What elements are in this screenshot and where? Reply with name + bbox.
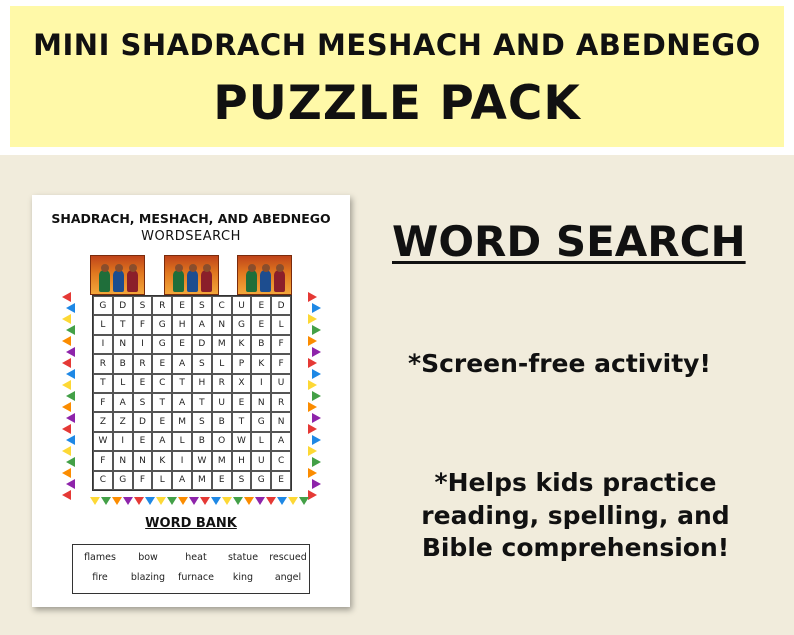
border-triangle	[308, 490, 317, 500]
border-triangle	[62, 358, 71, 368]
border-triangle	[167, 497, 177, 505]
word-bank-item: flames	[84, 552, 116, 563]
grid-cell: E	[232, 393, 252, 412]
grid-cell: S	[133, 296, 153, 315]
grid-cell: R	[152, 296, 172, 315]
grid-cell: K	[232, 335, 252, 354]
figure-head	[115, 264, 123, 272]
word-bank-item: bow	[138, 552, 158, 563]
figure-head	[203, 264, 211, 272]
border-triangle	[308, 468, 317, 478]
border-triangle	[308, 446, 317, 456]
border-triangle	[62, 446, 71, 456]
grid-cell: L	[251, 432, 271, 451]
figure-head	[129, 264, 137, 272]
border-triangle	[233, 497, 243, 505]
grid-cell: E	[172, 335, 192, 354]
border-triangle	[134, 497, 144, 505]
grid-cell: I	[133, 335, 153, 354]
title-banner	[10, 6, 784, 147]
border-triangle	[277, 497, 287, 505]
grid-cell: N	[271, 412, 291, 431]
border-triangle	[312, 347, 321, 357]
grid-cell: E	[251, 315, 271, 334]
grid-cell: M	[212, 451, 232, 470]
grid-cell: G	[251, 471, 271, 490]
grid-cell: T	[172, 374, 192, 393]
section-heading: WORD SEARCH	[392, 217, 746, 266]
grid-cell: U	[232, 296, 252, 315]
border-triangle	[308, 358, 317, 368]
grid-cell: A	[192, 315, 212, 334]
grid-cell: S	[192, 412, 212, 431]
grid-cell: A	[152, 432, 172, 451]
figure-head	[276, 264, 284, 272]
border-triangle	[211, 497, 221, 505]
figure-shape	[99, 270, 110, 292]
grid-cell: E	[251, 296, 271, 315]
figure-shape	[260, 270, 271, 292]
feature-screen-free: *Screen-free activity!	[408, 349, 711, 378]
border-triangle	[308, 292, 317, 302]
grid-cell: O	[212, 432, 232, 451]
grid-cell: B	[113, 354, 133, 373]
word-bank-item: statue	[227, 552, 259, 563]
grid-cell: G	[152, 335, 172, 354]
border-triangle	[112, 497, 122, 505]
grid-cell: S	[192, 354, 212, 373]
border-triangle	[123, 497, 133, 505]
border-triangle	[308, 402, 317, 412]
grid-cell: I	[172, 451, 192, 470]
grid-cell: A	[271, 432, 291, 451]
border-triangle	[101, 497, 111, 505]
border-triangle	[66, 413, 75, 423]
grid-cell: F	[271, 335, 291, 354]
grid-cell: T	[232, 412, 252, 431]
grid-cell: D	[113, 296, 133, 315]
word-bank-item: furnace	[177, 572, 214, 583]
grid-cell: G	[152, 315, 172, 334]
grid-cell: L	[152, 471, 172, 490]
figure-head	[262, 264, 270, 272]
border-triangle	[66, 391, 75, 401]
grid-cell: N	[113, 335, 133, 354]
grid-cell: N	[212, 315, 232, 334]
word-search-grid	[92, 295, 292, 491]
grid-cell: I	[251, 374, 271, 393]
grid-cell: H	[172, 315, 192, 334]
grid-cell: I	[113, 432, 133, 451]
grid-cell: L	[93, 315, 113, 334]
worksheet-subtitle: WORDSEARCH	[141, 229, 241, 244]
grid-cell: E	[271, 471, 291, 490]
figure-shape	[246, 270, 257, 292]
border-triangle	[312, 435, 321, 445]
grid-cell: M	[212, 335, 232, 354]
word-bank-item: rescued	[269, 552, 307, 563]
grid-cell: R	[271, 393, 291, 412]
grid-cell: G	[113, 471, 133, 490]
border-triangle	[178, 497, 188, 505]
banner-subtitle: PUZZLE PACK	[213, 76, 581, 131]
grid-cell: D	[133, 412, 153, 431]
border-triangle	[308, 314, 317, 324]
grid-cell: H	[232, 451, 252, 470]
border-triangle	[312, 303, 321, 313]
main-panel	[0, 155, 794, 635]
grid-cell: R	[133, 354, 153, 373]
grid-cell: U	[212, 393, 232, 412]
border-triangle	[312, 479, 321, 489]
border-triangle	[62, 402, 71, 412]
grid-cell: T	[113, 315, 133, 334]
figure-head	[248, 264, 256, 272]
grid-cell: G	[93, 296, 113, 315]
border-triangle	[189, 497, 199, 505]
word-bank-item: angel	[274, 572, 302, 583]
grid-cell: D	[192, 335, 212, 354]
grid-cell: E	[172, 296, 192, 315]
grid-cell: N	[133, 451, 153, 470]
grid-cell: C	[93, 471, 113, 490]
border-triangle	[312, 413, 321, 423]
furnace-illustration	[164, 255, 219, 295]
border-triangle	[66, 347, 75, 357]
border-triangle	[308, 424, 317, 434]
feature-literacy-line2: reading, spelling, and	[421, 500, 730, 530]
grid-cell: B	[192, 432, 212, 451]
feature-literacy-line3: Bible comprehension!	[421, 533, 730, 562]
word-bank-item: fire	[92, 572, 108, 583]
figure-shape	[201, 270, 212, 292]
grid-cell: T	[93, 374, 113, 393]
grid-cell: B	[212, 412, 232, 431]
figure-head	[175, 264, 183, 272]
worksheet-title: SHADRACH, MESHACH, AND ABEDNEGO	[51, 211, 331, 226]
border-triangle	[66, 325, 75, 335]
grid-cell: F	[133, 315, 153, 334]
border-triangle	[66, 435, 75, 445]
border-triangle	[62, 314, 71, 324]
grid-cell: F	[93, 393, 113, 412]
grid-cell: A	[172, 393, 192, 412]
border-triangle	[156, 497, 166, 505]
border-triangle	[312, 391, 321, 401]
figure-head	[189, 264, 197, 272]
grid-cell: A	[172, 354, 192, 373]
grid-cell: S	[192, 296, 212, 315]
border-triangle	[222, 497, 232, 505]
grid-cell: L	[271, 315, 291, 334]
feature-literacy	[398, 467, 753, 565]
border-triangle	[288, 497, 298, 505]
grid-cell: K	[251, 354, 271, 373]
figure-head	[101, 264, 109, 272]
grid-cell: E	[152, 412, 172, 431]
word-bank-item: blazing	[130, 572, 166, 583]
grid-cell: F	[271, 354, 291, 373]
grid-cell: T	[192, 393, 212, 412]
furnace-illustration	[90, 255, 145, 295]
grid-cell: E	[212, 471, 232, 490]
border-triangle	[62, 424, 71, 434]
word-bank	[72, 544, 310, 594]
border-triangle	[244, 497, 254, 505]
border-triangle	[62, 292, 71, 302]
bottom-triangle-border	[90, 497, 309, 505]
grid-cell: R	[212, 374, 232, 393]
banner-title: MINI SHADRACH MESHACH AND ABEDNEGO	[33, 28, 761, 62]
word-bank-item: heat	[185, 552, 207, 563]
grid-cell: C	[271, 451, 291, 470]
grid-cell: D	[271, 296, 291, 315]
border-triangle	[66, 303, 75, 313]
border-triangle	[62, 490, 71, 500]
grid-cell: W	[93, 432, 113, 451]
border-triangle	[62, 336, 71, 346]
border-triangle	[145, 497, 155, 505]
grid-cell: E	[152, 354, 172, 373]
grid-cell: I	[93, 335, 113, 354]
figure-shape	[113, 270, 124, 292]
grid-cell: A	[172, 471, 192, 490]
border-triangle	[299, 497, 309, 505]
border-triangle	[308, 336, 317, 346]
border-triangle	[255, 497, 265, 505]
feature-literacy-line1: *Helps kids practice	[434, 468, 717, 497]
grid-cell: W	[232, 432, 252, 451]
grid-cell: W	[192, 451, 212, 470]
grid-cell: S	[232, 471, 252, 490]
grid-cell: B	[251, 335, 271, 354]
right-triangle-border	[308, 292, 321, 500]
grid-cell: R	[93, 354, 113, 373]
grid-cell: T	[152, 393, 172, 412]
grid-cell: G	[232, 315, 252, 334]
grid-cell: C	[152, 374, 172, 393]
grid-cell: K	[152, 451, 172, 470]
worksheet-preview	[32, 195, 350, 607]
border-triangle	[62, 468, 71, 478]
grid-cell: A	[113, 393, 133, 412]
grid-cell: F	[133, 471, 153, 490]
border-triangle	[312, 325, 321, 335]
border-triangle	[62, 380, 71, 390]
border-triangle	[90, 497, 100, 505]
border-triangle	[266, 497, 276, 505]
grid-cell: Z	[93, 412, 113, 431]
grid-cell: X	[232, 374, 252, 393]
border-triangle	[200, 497, 210, 505]
grid-cell: L	[212, 354, 232, 373]
word-bank-item: king	[232, 572, 254, 583]
figure-shape	[173, 270, 184, 292]
border-triangle	[66, 479, 75, 489]
grid-cell: N	[251, 393, 271, 412]
grid-cell: G	[251, 412, 271, 431]
grid-cell: L	[172, 432, 192, 451]
grid-cell: H	[192, 374, 212, 393]
grid-cell: U	[251, 451, 271, 470]
border-triangle	[312, 369, 321, 379]
grid-cell: U	[271, 374, 291, 393]
figure-shape	[187, 270, 198, 292]
furnace-illustration	[237, 255, 292, 295]
grid-cell: E	[133, 432, 153, 451]
left-triangle-border	[62, 292, 75, 500]
border-triangle	[66, 369, 75, 379]
border-triangle	[308, 380, 317, 390]
grid-cell: S	[133, 393, 153, 412]
grid-cell: L	[113, 374, 133, 393]
grid-cell: P	[232, 354, 252, 373]
border-triangle	[66, 457, 75, 467]
word-bank-title: WORD BANK	[145, 516, 237, 531]
figure-shape	[127, 270, 138, 292]
grid-cell: C	[212, 296, 232, 315]
grid-cell: E	[133, 374, 153, 393]
grid-cell: Z	[113, 412, 133, 431]
border-triangle	[312, 457, 321, 467]
grid-cell: N	[113, 451, 133, 470]
grid-cell: F	[93, 451, 113, 470]
grid-cell: M	[172, 412, 192, 431]
grid-cell: M	[192, 471, 212, 490]
figure-shape	[274, 270, 285, 292]
